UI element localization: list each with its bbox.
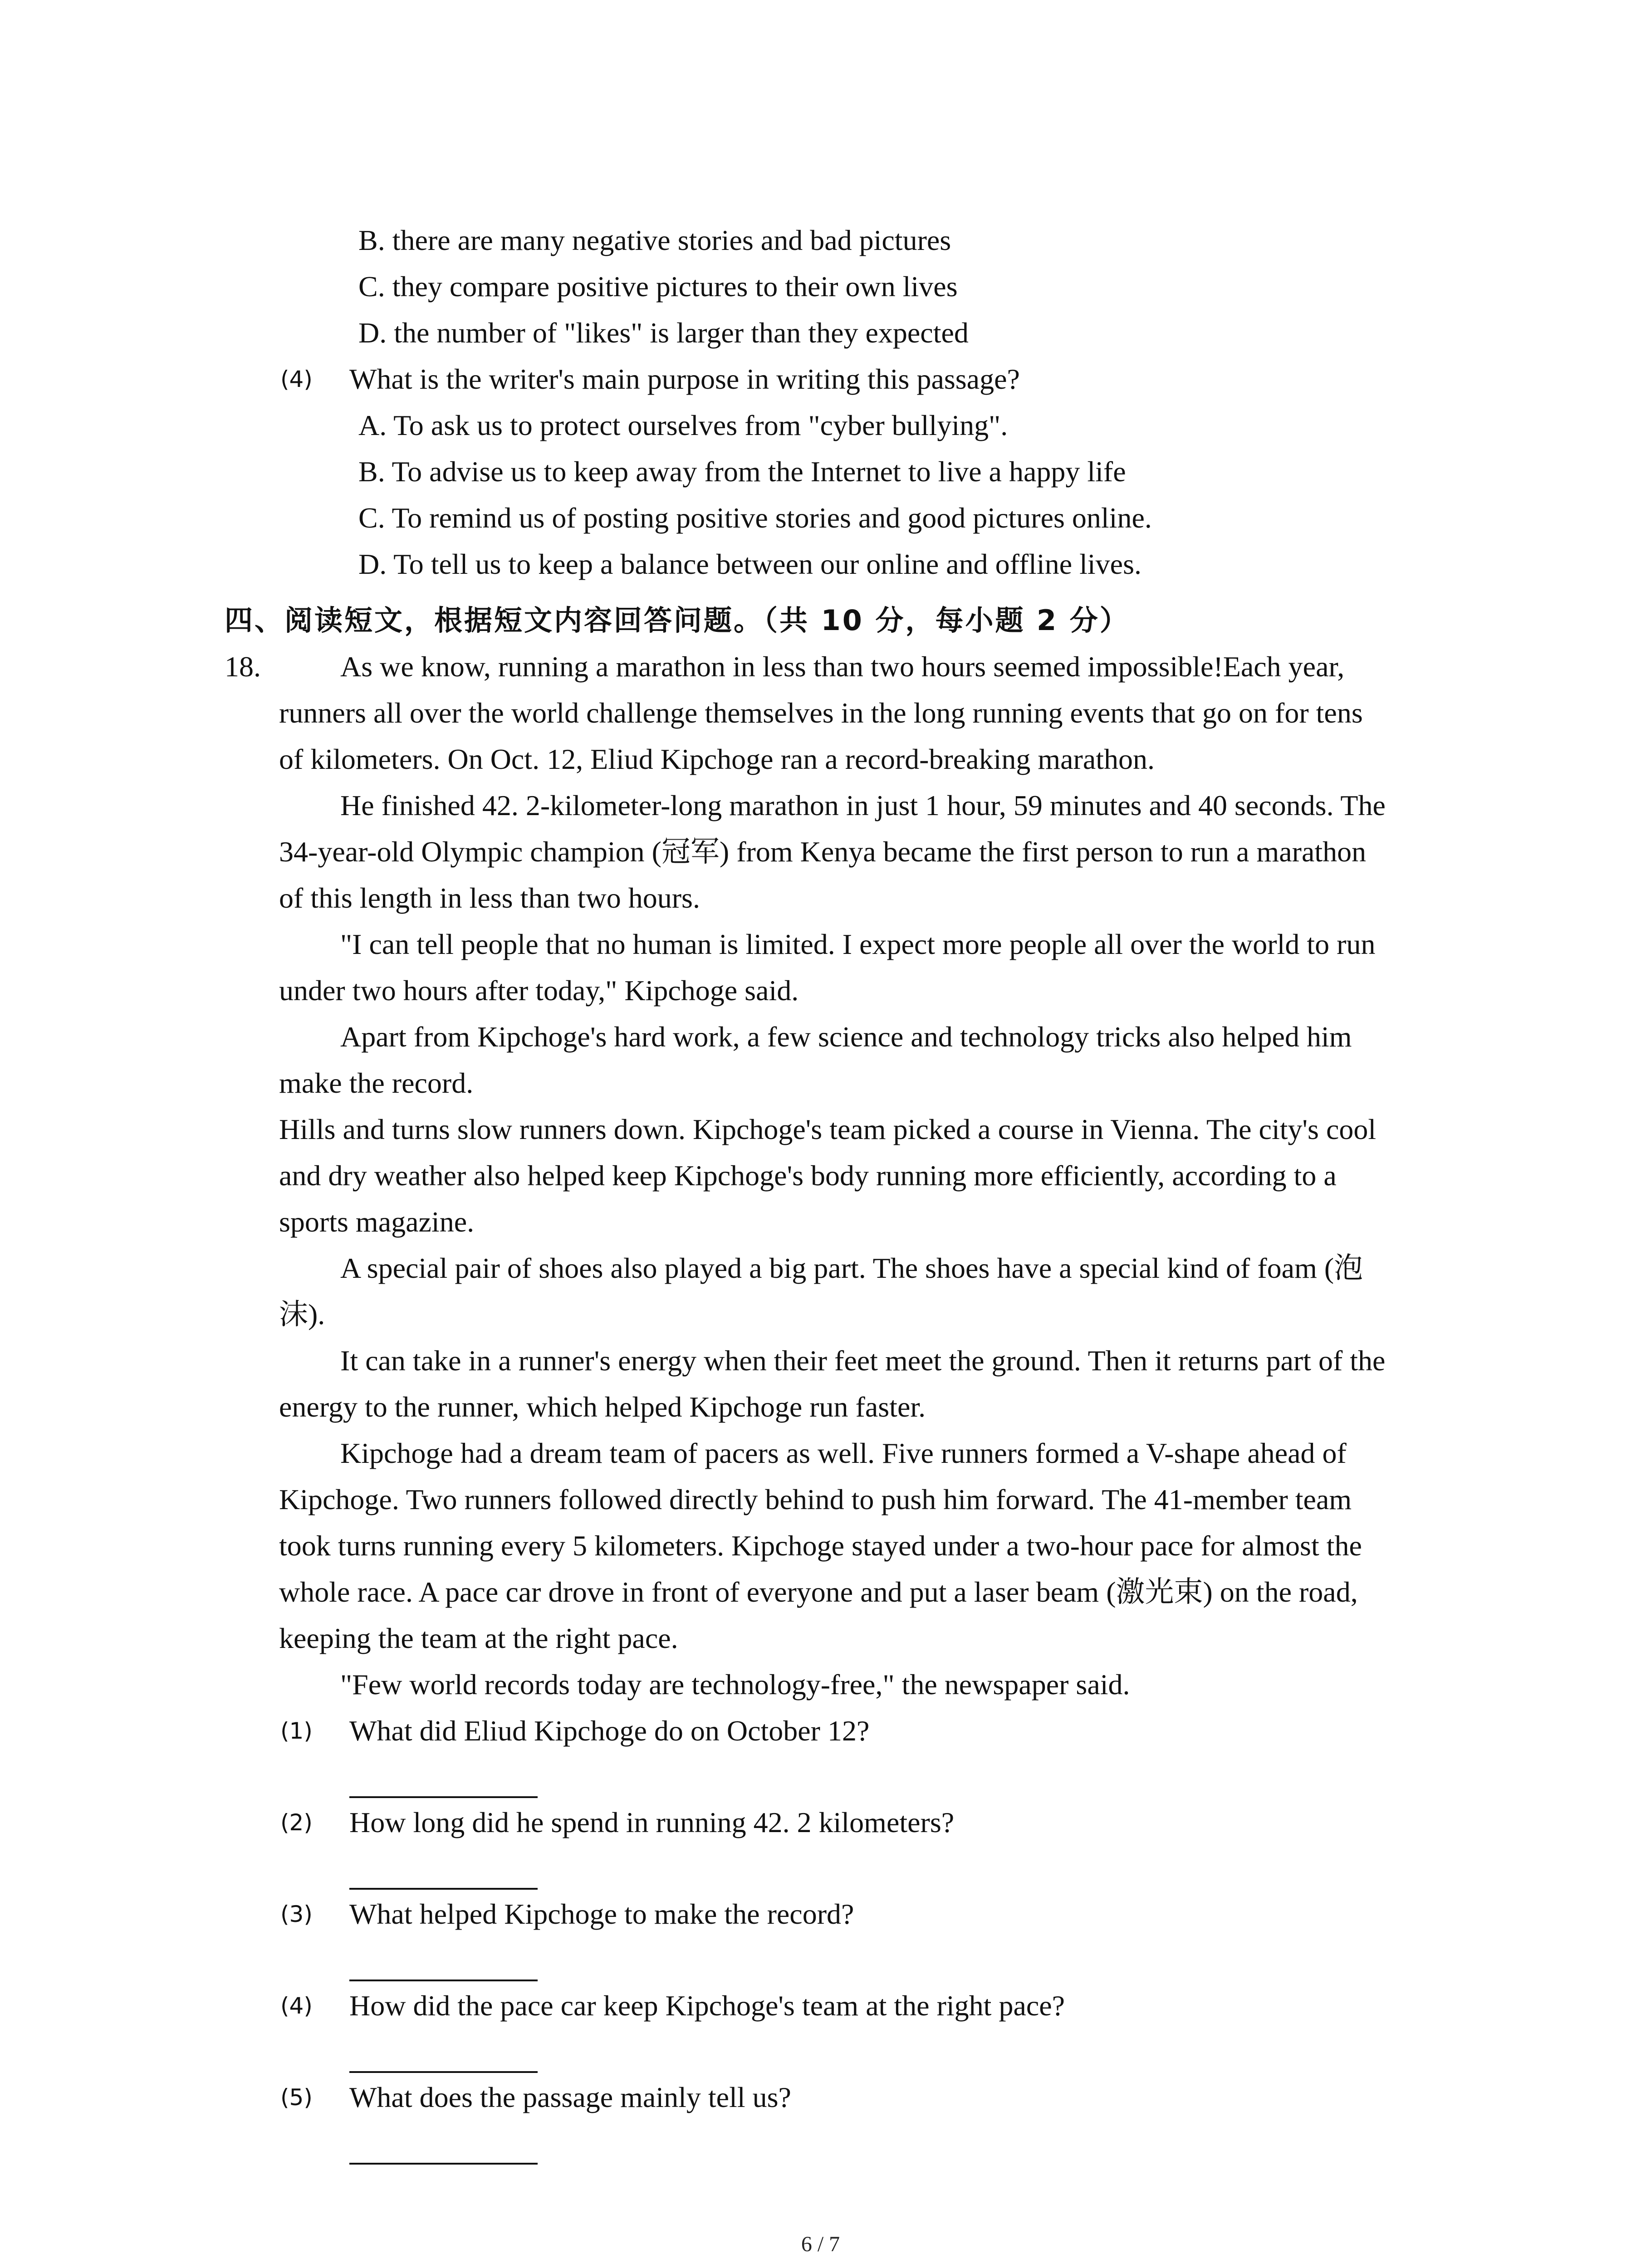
passage-line: Apart from Kipchoge's hard work, a few science and technology tricks also helped him	[340, 1021, 1352, 1053]
subquestion-1-number: (1)	[280, 1718, 313, 1744]
passage-line: "Few world records today are technology-free," the newspaper said.	[340, 1668, 1130, 1701]
section-heading: 四、阅读短文，根据短文内容回答问题。（共 10 分，每小题 2 分）	[225, 604, 1130, 637]
passage-line: whole race. A pace car drove in front of everyone and put a laser beam (激光束) on the road,	[279, 1576, 1358, 1608]
option-c-prev: C. they compare positive pictures to their own lives	[358, 270, 958, 303]
answer-blank-2[interactable]	[349, 1888, 538, 1890]
passage-line: under two hours after today," Kipchoge said.	[279, 974, 799, 1007]
subquestion-2-text: How long did he spend in running 42. 2 kilometers?	[349, 1806, 955, 1838]
question-text: What is the writer's main purpose in writing this passage?	[349, 363, 1020, 395]
page-number: 6 / 7	[801, 2232, 840, 2256]
option-d-prev: D. the number of "likes" is larger than they expected	[358, 317, 969, 349]
passage-line: 沫).	[279, 1298, 325, 1330]
passage-line: Hills and turns slow runners down. Kipchoge's team picked a course in Vienna. The city's cool	[279, 1113, 1376, 1145]
passage-line: Kipchoge had a dream team of pacers as well. Five runners formed a V-shape ahead of	[340, 1437, 1347, 1469]
passage-line: A special pair of shoes also played a big part. The shoes have a special kind of foam (泡	[340, 1252, 1363, 1284]
passage-line: runners all over the world challenge themselves in the long running events that go on for tens	[279, 697, 1363, 729]
passage-line: 34-year-old Olympic champion (冠军) from Kenya became the first person to run a marathon	[279, 836, 1367, 868]
passage-line: make the record.	[279, 1067, 474, 1099]
passage-line: took turns running every 5 kilometers. Kipchoge stayed under a two-hour pace for almost the	[279, 1530, 1362, 1562]
passage-line: of this length in less than two hours.	[279, 882, 700, 914]
subquestion-5-text: What does the passage mainly tell us?	[349, 2081, 791, 2113]
answer-blank-5[interactable]	[349, 2163, 538, 2165]
option-b: B. To advise us to keep away from the Internet to live a happy life	[358, 455, 1126, 488]
question-number: (4)	[280, 366, 313, 392]
passage-line: energy to the runner, which helped Kipchoge run faster.	[279, 1391, 926, 1423]
passage-line: "I can tell people that no human is limited. I expect more people all over the world to run	[340, 928, 1376, 960]
option-c: C. To remind us of posting positive stories and good pictures online.	[358, 502, 1152, 534]
subquestion-3-number: (3)	[280, 1901, 313, 1927]
option-b-prev: B. there are many negative stories and bad pictures	[358, 224, 951, 256]
answer-blank-1[interactable]	[349, 1796, 538, 1798]
passage-line: and dry weather also helped keep Kipchoge's body running more efficiently, according to a	[279, 1159, 1337, 1192]
passage-line: Kipchoge. Two runners followed directly behind to push him forward. The 41-member team	[279, 1483, 1352, 1515]
subquestion-3-text: What helped Kipchoge to make the record?	[349, 1898, 854, 1930]
passage-line: It can take in a runner's energy when their feet meet the ground. Then it returns part of the	[340, 1344, 1386, 1377]
passage-line: of kilometers. On Oct. 12, Eliud Kipchoge ran a record-breaking marathon.	[279, 743, 1155, 775]
passage-line: keeping the team at the right pace.	[279, 1622, 678, 1654]
subquestion-4-number: (4)	[280, 1993, 313, 2019]
subquestion-5-number: (5)	[280, 2084, 313, 2111]
subquestion-2-number: (2)	[280, 1809, 313, 1836]
passage-line: sports magazine.	[279, 1206, 475, 1238]
answer-blank-3[interactable]	[349, 1980, 538, 1981]
subquestion-1-text: What did Eliud Kipchoge do on October 12?	[349, 1715, 870, 1747]
answer-blank-4[interactable]	[349, 2071, 538, 2073]
option-a: A. To ask us to protect ourselves from "cyber bullying".	[358, 409, 1008, 441]
passage-line: He finished 42. 2-kilometer-long marathon in just 1 hour, 59 minutes and 40 seconds. The	[340, 789, 1386, 821]
question-18-number: 18.	[225, 650, 261, 683]
passage-line: As we know, running a marathon in less than two hours seemed impossible!Each year,	[340, 650, 1345, 683]
subquestion-4-text: How did the pace car keep Kipchoge's team at the right pace?	[349, 1989, 1065, 2022]
option-d: D. To tell us to keep a balance between our online and offline lives.	[358, 548, 1141, 580]
